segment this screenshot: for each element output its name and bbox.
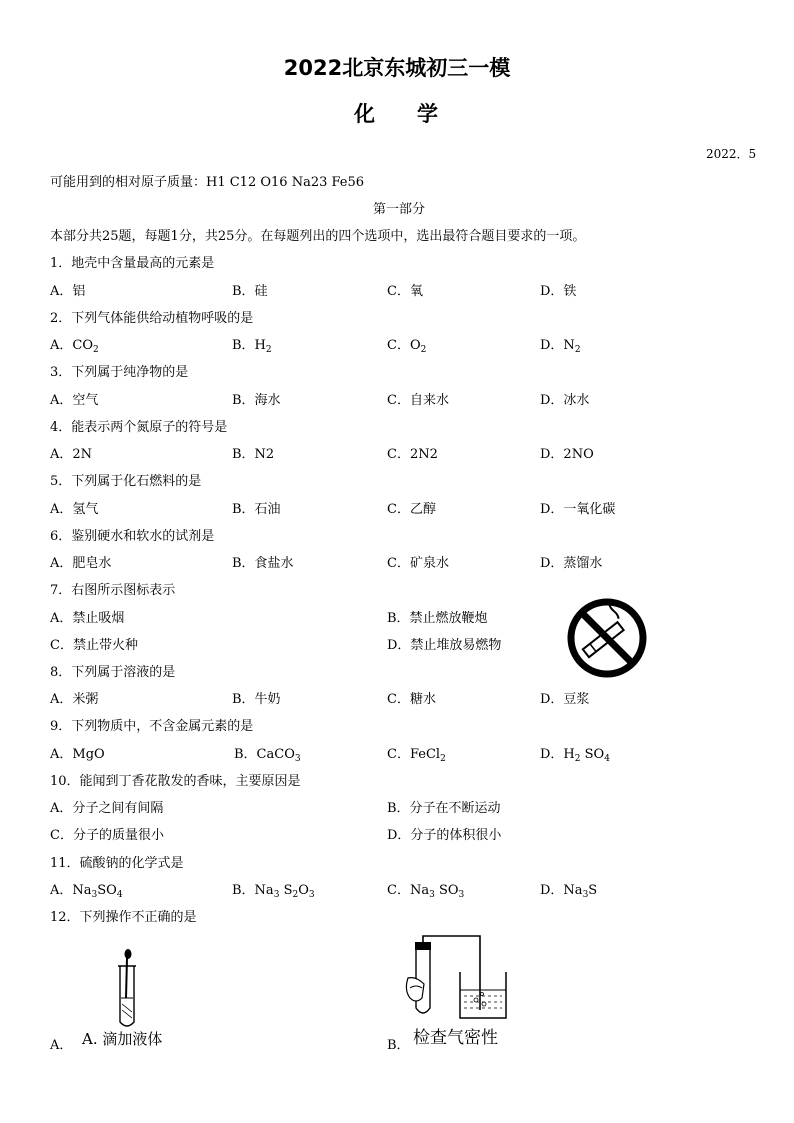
option-c: C．糖水 [387, 692, 436, 707]
option-b: B．分子在不断运动 [387, 801, 501, 816]
question-stem: 8．下列属于溶液的是 [50, 665, 176, 680]
option-a: A．禁止吸烟 [50, 611, 125, 626]
question-stem: 7．右图所示图标表示 [50, 583, 176, 598]
option-a: A．肥皂水 [50, 556, 112, 571]
option-b: B．石油 [232, 502, 281, 517]
option-b: B．N2 [232, 447, 275, 462]
exam-date: 2022．5 [706, 147, 757, 161]
option-d: D．分子的体积很小 [387, 828, 502, 843]
no-smoking-icon [566, 597, 648, 679]
option-b: B．$H_2$ [232, 338, 272, 355]
question-stem: 4．能表示两个氮原子的符号是 [50, 420, 228, 435]
option-a: A．$Na_3SO_4$ [50, 883, 123, 900]
option-c: C．氧 [387, 284, 423, 299]
question-stem: 9．下列物质中，不含金属元素的是 [50, 719, 254, 734]
option-b: B． [387, 1038, 410, 1053]
question-stem: 1．地壳中含量最高的元素是 [50, 256, 215, 271]
option-b: B．$Na_3$ $S_2O_3$ [232, 883, 315, 900]
option-d: D．禁止堆放易燃物 [387, 638, 502, 653]
question-stem: 2．下列气体能供给动植物呼吸的是 [50, 311, 254, 326]
option-d: D．冰水 [540, 393, 590, 408]
option-b: B．禁止燃放鞭炮 [387, 611, 488, 626]
airtightness-apparatus-icon [404, 932, 516, 1024]
option-a: A．2N [50, 447, 93, 462]
option-c: C．分子的质量很小 [50, 828, 164, 843]
option-b: B．海水 [232, 393, 281, 408]
option-a: A． [50, 1038, 73, 1053]
option-a: A．$CO_2$ [50, 338, 99, 355]
option-b: B．硅 [232, 284, 268, 299]
question-stem: 11．硫酸钠的化学式是 [50, 856, 184, 871]
figure-caption-b: 检查气密性 [413, 1028, 498, 1048]
option-c: C．2N2 [387, 447, 438, 462]
subject-title: 化学 [354, 102, 480, 126]
option-a: A．空气 [50, 393, 99, 408]
figure-caption-a: A. 滴加液体 [82, 1030, 163, 1048]
option-b: B．CaCO$_3$ [234, 747, 301, 764]
option-c: C．禁止带火种 [50, 638, 138, 653]
option-b: B．食盐水 [232, 556, 294, 571]
option-c: C．FeCl$_2$ [387, 747, 446, 764]
instructions: 本部分共25题，每题1分，共25分。在每题列出的四个选项中，选出最符合题目要求的一项。 [50, 229, 586, 244]
option-a: A．氢气 [50, 502, 99, 517]
part-heading: 第一部分 [373, 202, 426, 217]
option-d: D．一氧化碳 [540, 502, 616, 517]
question-stem: 5．下列属于化石燃料的是 [50, 474, 202, 489]
question-stem: 6．鉴别硬水和软水的试剂是 [50, 529, 215, 544]
option-d: D．2NO [540, 447, 594, 462]
page-title: 2022北京东城初三一模 [283, 56, 511, 80]
option-a: A．米粥 [50, 692, 99, 707]
option-a: A．MgO [50, 747, 105, 762]
question-stem: 10．能闻到丁香花散发的香味，主要原因是 [50, 774, 301, 789]
option-d: D．$H_2$ $SO_4$ [540, 747, 610, 764]
question-stem: 12．下列操作不正确的是 [50, 910, 197, 925]
option-a: A．铝 [50, 284, 86, 299]
option-c: C．自来水 [387, 393, 449, 408]
option-c: C．矿泉水 [387, 556, 449, 571]
option-d: D．$N_2$ [540, 338, 581, 355]
option-b: B．牛奶 [232, 692, 281, 707]
option-c: C．乙醇 [387, 502, 436, 517]
option-d: D．豆浆 [540, 692, 590, 707]
atomic-masses: 可能用到的相对原子质量：H1 C12 O16 Na23 Fe56 [50, 175, 365, 190]
option-d: D．蒸馏水 [540, 556, 603, 571]
option-c: C．$O_2$ [387, 338, 427, 355]
option-a: A．分子之间有间隔 [50, 801, 164, 816]
option-c: C．$Na_3$ $SO_3$ [387, 883, 465, 900]
question-stem: 3．下列属于纯净物的是 [50, 365, 189, 380]
option-d: D．$Na_3S$ [540, 883, 598, 900]
option-d: D．铁 [540, 284, 577, 299]
dropper-tube-icon [110, 948, 144, 1030]
